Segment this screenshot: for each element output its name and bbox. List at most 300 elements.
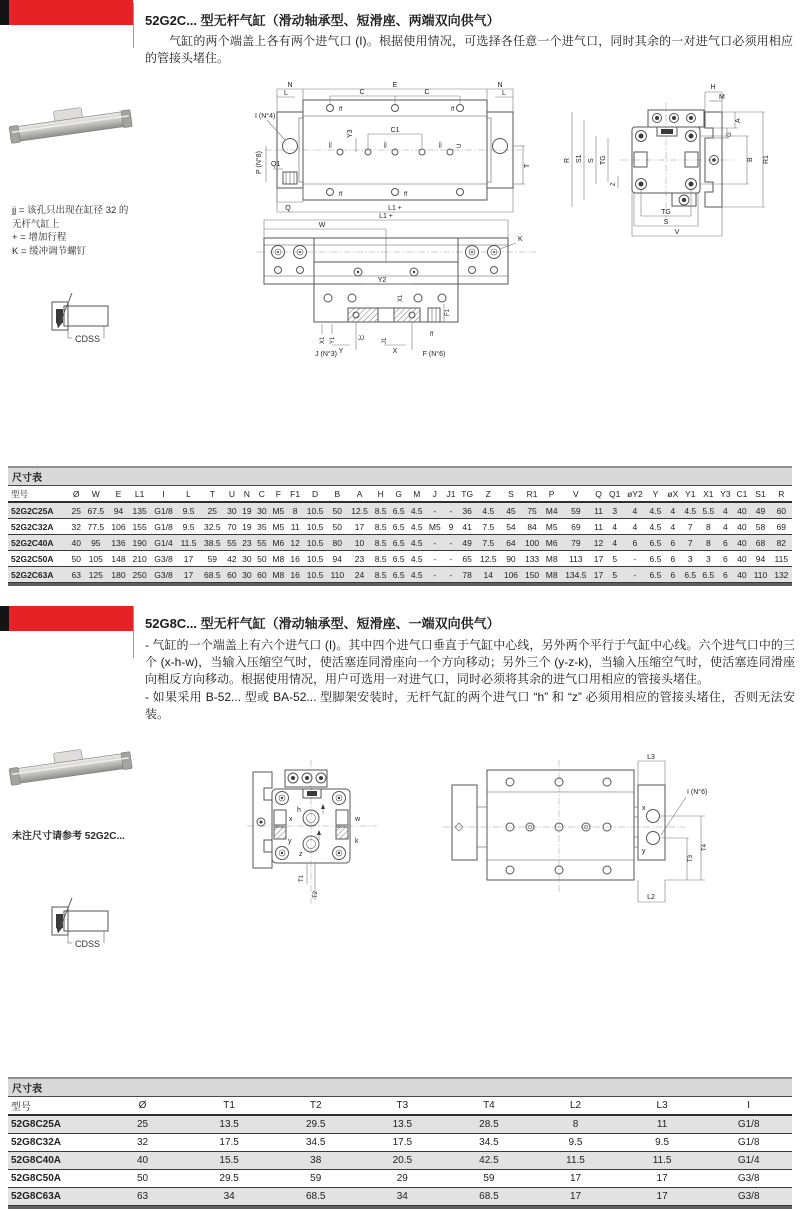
table-cell: 11.5 <box>619 1152 706 1170</box>
table-cell: 9.5 <box>177 502 200 519</box>
table-cell: 68.5 <box>446 1188 533 1206</box>
dim-label: I (N°4) <box>255 113 276 120</box>
table-cell: 9.5 <box>532 1134 619 1152</box>
table-cell: 60 <box>254 567 269 583</box>
table-cell: 69 <box>771 519 792 535</box>
dim-label: S1 <box>576 154 583 163</box>
table-cell: M8 <box>543 551 561 567</box>
legend-item: K = 缓冲调节螺钉 <box>12 245 87 257</box>
dim-label: T <box>524 163 531 168</box>
dim-label: Q <box>285 205 291 212</box>
table-cell: 19 <box>239 519 254 535</box>
legend-item: jj = 该孔只出现在缸径 32 的无杆气缸上 <box>12 205 129 230</box>
table-cell: 29 <box>359 1170 446 1188</box>
table-cell: 12 <box>287 535 303 551</box>
column-header: S1 <box>750 486 770 502</box>
table-cell: 5.5 <box>699 502 717 519</box>
table-cell: G1/4 <box>705 1152 792 1170</box>
dim-label: ff <box>339 192 343 198</box>
column-header: L3 <box>619 1097 706 1115</box>
dim-label: S <box>663 219 669 226</box>
dim-label: jj <box>439 142 442 148</box>
dim-label: Y <box>338 348 344 355</box>
table-cell: 9 <box>444 519 458 535</box>
table-cell: 35 <box>254 519 269 535</box>
column-header: I <box>150 486 177 502</box>
table-cell: - <box>623 551 646 567</box>
table-cell: 6 <box>717 567 733 583</box>
table-cell: 6.5 <box>390 519 408 535</box>
table-cell: 125 <box>84 567 108 583</box>
column-header: A <box>347 486 371 502</box>
model-cell: 52G8C40A <box>8 1152 99 1170</box>
table-cell: 6.5 <box>390 502 408 519</box>
column-header: T1 <box>186 1097 273 1115</box>
table-cell: 10.5 <box>303 519 327 535</box>
table-cell: 6.5 <box>681 567 699 583</box>
model-cell: 52G8C25A <box>8 1115 99 1134</box>
column-header: J1 <box>444 486 458 502</box>
dim-label: E <box>392 82 398 89</box>
section1-red-bar <box>0 0 133 25</box>
table-cell: 30 <box>239 551 254 567</box>
column-header: W <box>84 486 108 502</box>
table-cell: 82 <box>771 535 792 551</box>
table-cell: 59 <box>272 1170 359 1188</box>
column-header: R <box>771 486 792 502</box>
table-cell: 4.5 <box>408 535 426 551</box>
table-cell: 4 <box>664 502 681 519</box>
table-cell: 17 <box>347 519 371 535</box>
column-header: Y <box>646 486 664 502</box>
dim-label: Y1 <box>330 336 336 344</box>
table-cell: G3/8 <box>150 551 177 567</box>
table-cell: 150 <box>522 567 543 583</box>
dim-label: V <box>674 229 680 236</box>
table-cell: 4 <box>717 519 733 535</box>
table-cell: 54 <box>500 519 521 535</box>
table-cell: 4.5 <box>681 502 699 519</box>
table-cell: 55 <box>254 535 269 551</box>
cdss-label: CDSS <box>75 939 101 949</box>
table-cell: 4.5 <box>408 551 426 567</box>
table-cell: 50 <box>327 502 347 519</box>
column-header: Q <box>591 486 606 502</box>
table-cell: 7 <box>681 519 699 535</box>
header-row <box>8 486 792 502</box>
table-cell: 17.5 <box>186 1134 273 1152</box>
table-cell: 4.5 <box>408 567 426 583</box>
table-cell: G3/8 <box>150 567 177 583</box>
table-cell: - <box>444 567 458 583</box>
paragraph: - 气缸的一个端盖上有六个进气口 (I)。其中四个进气口垂直于气缸中心线，另外两个平行于气缸中心线。六个进气口中的三个 (x-h-w)，当输入压缩空气时，使活塞连同滑座向一个方向移动；另外三个 (y-z-k)，当输入压缩空气时，使活塞连同滑座向相反方向移动。根据使用情况，用户可选用一对进气口，同时必须将其余的进气口用相应的管接头堵住。 <box>145 638 795 686</box>
table-cell: 63 <box>99 1188 186 1206</box>
table-cell: 10.5 <box>303 551 327 567</box>
section2-title: 52G8C... 型无杆气缸（滑动轴承型、短滑座、一端双向供气） <box>145 616 500 631</box>
table-cell: 4.5 <box>476 502 500 519</box>
table-cell: 10 <box>347 535 371 551</box>
dim-label: y <box>288 838 292 845</box>
table-cell: 41 <box>458 519 476 535</box>
table-cell: 65 <box>458 551 476 567</box>
table-cell: G3/8 <box>705 1188 792 1206</box>
section1-intro: 气缸的两个端盖上各有两个进气口 (I)。根据使用情况，可选择各任意一个进气口，同时其余的一对进气口必须用相应的管接头堵住。 <box>145 34 793 65</box>
table-cell: 8.5 <box>372 502 390 519</box>
dim-label: T2 <box>313 890 319 898</box>
column-header: B <box>327 486 347 502</box>
table-cell: 6 <box>664 535 681 551</box>
table-cell: 5 <box>606 551 623 567</box>
table-cell: 16 <box>287 551 303 567</box>
table-cell: 36 <box>458 502 476 519</box>
plan-view-drawing-2 <box>435 752 725 942</box>
dim-label: JJ <box>358 336 364 342</box>
dim-label: ff <box>430 332 434 338</box>
column-header: øY2 <box>623 486 646 502</box>
table-cell: 28.5 <box>446 1115 533 1134</box>
table-cell: 84 <box>522 519 543 535</box>
table-cell: 60 <box>771 502 792 519</box>
side-view-drawing <box>252 212 540 358</box>
table-row <box>8 502 792 519</box>
table-cell: - <box>426 567 444 583</box>
table-cell: 12 <box>591 535 606 551</box>
table-row <box>8 1188 792 1206</box>
table-cell: 17 <box>177 551 200 567</box>
dim-label: L3 <box>647 754 655 761</box>
table-cell: 8 <box>287 502 303 519</box>
table-cell: M6 <box>269 535 287 551</box>
table-cell: 6.5 <box>646 551 664 567</box>
section2-reference-note: 未注尺寸请参考 52G2C... <box>12 831 125 842</box>
paragraph: - 如果采用 B-52... 型或 BA-52... 型脚架安装时，无杆气缸的两个进气口 “h” 和 “z” 必须用相应的管接头堵住，否则无法安装。 <box>145 690 795 721</box>
section2-divider-line <box>133 606 134 658</box>
dim-label: A <box>735 118 742 123</box>
table-cell: 30 <box>224 502 239 519</box>
table-cell: 115 <box>771 551 792 567</box>
table-cell: M6 <box>543 535 561 551</box>
dim-label: R1 <box>763 155 770 164</box>
dim-label: ff <box>339 107 343 113</box>
dim-label: C <box>424 89 430 96</box>
table-cell: 180 <box>108 567 129 583</box>
column-header: C <box>254 486 269 502</box>
table-cell: 11 <box>287 519 303 535</box>
table-cell: 23 <box>239 535 254 551</box>
dim-label: ff <box>451 107 455 113</box>
dim-label: F (N°6) <box>422 351 446 358</box>
dim-label: T4 <box>702 843 708 851</box>
table-cell: 40 <box>734 519 751 535</box>
table-cell: 8.5 <box>372 551 390 567</box>
table-cell: 58 <box>750 519 770 535</box>
table-cell: 136 <box>108 535 129 551</box>
end-view-drawing <box>562 80 800 242</box>
table-cell: 50 <box>99 1170 186 1188</box>
dim-label: U <box>457 143 463 148</box>
dim-label: I (N°6) <box>687 789 708 796</box>
end-view-drawing-2 <box>245 752 430 942</box>
table-row <box>8 551 792 567</box>
table-cell: 106 <box>500 567 521 583</box>
cdss-icon-2 <box>42 895 118 951</box>
table-cell: 11 <box>591 519 606 535</box>
dim-label: jj <box>329 142 332 148</box>
table-cell: 59 <box>200 551 224 567</box>
dim-label: W <box>318 222 326 229</box>
table-cell: 135 <box>129 502 150 519</box>
table-caption: 尺寸表 <box>8 1077 792 1097</box>
column-header-model: 型号 <box>8 486 69 502</box>
table-cell: 7.5 <box>476 535 500 551</box>
dim-label: N <box>497 82 503 89</box>
table-cell: - <box>426 551 444 567</box>
table-cell: 6 <box>664 567 681 583</box>
table-cell: 64 <box>500 535 521 551</box>
table-cell: 106 <box>108 519 129 535</box>
dim-label: L <box>502 90 506 97</box>
table-caption: 尺寸表 <box>8 466 792 486</box>
table-cell: 6.5 <box>390 551 408 567</box>
column-header: Q1 <box>606 486 623 502</box>
table-cell: 6.5 <box>390 535 408 551</box>
dim-label: L2 <box>647 894 655 901</box>
table-cell: M8 <box>269 551 287 567</box>
table-cell: 8 <box>532 1115 619 1134</box>
dim-label: TG <box>600 155 607 165</box>
table-cell: 4.5 <box>408 502 426 519</box>
table-cell: 50 <box>254 551 269 567</box>
table-cell: M5 <box>269 502 287 519</box>
model-cell: 52G2C40A <box>8 535 69 551</box>
table-cell: 6 <box>623 535 646 551</box>
table-cell: 29.5 <box>272 1115 359 1134</box>
table-cell: 8 <box>699 519 717 535</box>
table-cell: 29.5 <box>186 1170 273 1188</box>
table-cell: 34.5 <box>272 1134 359 1152</box>
table-cell: 32 <box>99 1134 186 1152</box>
table-cell: 32 <box>69 519 84 535</box>
table-row <box>8 535 792 551</box>
section1-legend <box>12 204 134 258</box>
column-header: TG <box>458 486 476 502</box>
table-cell: 40 <box>99 1152 186 1170</box>
table-cell: 4 <box>717 502 733 519</box>
table-cell: 90 <box>500 551 521 567</box>
column-header: C1 <box>734 486 751 502</box>
table-cell: 23 <box>347 551 371 567</box>
column-header: Z <box>476 486 500 502</box>
table-cell: 9.5 <box>619 1134 706 1152</box>
table-cell: 100 <box>522 535 543 551</box>
table-row <box>8 1115 792 1134</box>
column-header: M <box>408 486 426 502</box>
cdss-label: CDSS <box>75 334 101 344</box>
table-cell: 94 <box>327 551 347 567</box>
table-cell: 4.5 <box>408 519 426 535</box>
table-cell: 6.5 <box>390 567 408 583</box>
table-cell: 45 <box>500 502 521 519</box>
table-cell: 94 <box>108 502 129 519</box>
table-cell: 6 <box>664 551 681 567</box>
table-cell: 17 <box>177 567 200 583</box>
table-cell: 17 <box>619 1188 706 1206</box>
table-cell: M4 <box>543 502 561 519</box>
table-cell: 190 <box>129 535 150 551</box>
dim-label: X1 <box>398 294 404 302</box>
model-cell: 52G2C50A <box>8 551 69 567</box>
table-cell: 10.5 <box>303 502 327 519</box>
column-header: Ø <box>99 1097 186 1115</box>
table-cell: 8.5 <box>372 535 390 551</box>
dim-label: ff <box>404 192 408 198</box>
table-cell: 9.5 <box>177 519 200 535</box>
table-row <box>8 1152 792 1170</box>
table-cell: 25 <box>99 1115 186 1134</box>
table-cell: 12.5 <box>347 502 371 519</box>
table-cell: 113 <box>561 551 591 567</box>
table-cell: 8 <box>699 535 717 551</box>
table-cell: 80 <box>327 535 347 551</box>
table-cell: 210 <box>129 551 150 567</box>
table-cell: M5 <box>543 519 561 535</box>
table-cell: 68.5 <box>272 1188 359 1206</box>
table-cell: M8 <box>543 567 561 583</box>
table-cell: 17 <box>532 1188 619 1206</box>
table-cell: - <box>444 535 458 551</box>
table-cell: 6 <box>717 551 733 567</box>
table-cell: 155 <box>129 519 150 535</box>
plan-view-drawing <box>255 82 535 218</box>
dim-label: Z <box>611 182 617 186</box>
table-cell: 68.5 <box>200 567 224 583</box>
table-cell: 60 <box>224 567 239 583</box>
table-cell: 77.5 <box>84 519 108 535</box>
table-cell: 59 <box>446 1170 533 1188</box>
table-cell: 8.5 <box>372 567 390 583</box>
table-cell: 4.5 <box>646 502 664 519</box>
column-header: N <box>239 486 254 502</box>
dim-label: z <box>299 851 303 858</box>
section1-divider-line <box>133 3 134 48</box>
model-cell: 52G2C63A <box>8 567 69 583</box>
table-cell: G1/8 <box>150 519 177 535</box>
dim-label: P (N°8) <box>256 151 263 174</box>
section2-paragraphs <box>145 637 795 723</box>
table-cell: 79 <box>561 535 591 551</box>
red-bar-black-edge <box>0 606 9 631</box>
table-cell: 250 <box>129 567 150 583</box>
model-cell: 52G8C32A <box>8 1134 99 1152</box>
column-header: T2 <box>272 1097 359 1115</box>
table-cell: 6.5 <box>646 535 664 551</box>
table-cell: 75 <box>522 502 543 519</box>
table-cell: G3/8 <box>705 1170 792 1188</box>
table-cell: 50 <box>327 519 347 535</box>
column-header: T4 <box>446 1097 533 1115</box>
table-cell: 25 <box>200 502 224 519</box>
table-cell: 38.5 <box>200 535 224 551</box>
dim-label: R <box>564 157 571 163</box>
dim-label: L1 + <box>379 213 393 220</box>
column-header: U <box>224 486 239 502</box>
table-cell: 3 <box>606 502 623 519</box>
table-row <box>8 519 792 535</box>
column-header: I <box>705 1097 792 1115</box>
model-cell: 52G8C50A <box>8 1170 99 1188</box>
table-cell: 34.5 <box>446 1134 533 1152</box>
column-header: J <box>426 486 444 502</box>
table-cell: 69 <box>561 519 591 535</box>
column-header: Ø <box>69 486 84 502</box>
table-cell: 3 <box>699 551 717 567</box>
table-cell: 134.5 <box>561 567 591 583</box>
dim-label: L1 + <box>388 205 402 212</box>
column-header: F <box>269 486 287 502</box>
column-header: T3 <box>359 1097 446 1115</box>
table-cell: 50 <box>69 551 84 567</box>
table-cell: M8 <box>269 567 287 583</box>
table-cell: 14 <box>476 567 500 583</box>
table-cell: 42 <box>224 551 239 567</box>
table-cell: 17 <box>591 551 606 567</box>
table-cell: 4 <box>623 502 646 519</box>
table-cell: 42.5 <box>446 1152 533 1170</box>
table-cell: 3 <box>681 551 699 567</box>
table-cell: M5 <box>426 519 444 535</box>
table-cell: - <box>426 535 444 551</box>
dim-label: M <box>719 94 725 101</box>
table-cell: 17 <box>619 1170 706 1188</box>
table-cell: 11.5 <box>532 1152 619 1170</box>
table-row <box>8 1170 792 1188</box>
column-header: V <box>561 486 591 502</box>
table-cell: 11 <box>591 502 606 519</box>
dim-label: x <box>642 805 646 812</box>
table-cell: 25 <box>69 502 84 519</box>
table-cell: 17.5 <box>359 1134 446 1152</box>
table-cell: 16 <box>287 567 303 583</box>
column-header-model: 型号 <box>8 1097 99 1115</box>
table-cell: 110 <box>750 567 770 583</box>
model-cell: 52G2C25A <box>8 502 69 519</box>
table-cell: 11.5 <box>177 535 200 551</box>
table-cell: 70 <box>224 519 239 535</box>
table-cell: - <box>623 567 646 583</box>
dimension-table-2-wrap <box>8 1077 792 1209</box>
table-cell: 12.5 <box>476 551 500 567</box>
dimension-table-1 <box>8 486 792 583</box>
column-header: T <box>200 486 224 502</box>
column-header: P <box>543 486 561 502</box>
dim-label: h <box>297 807 301 814</box>
table-cell: 34 <box>186 1188 273 1206</box>
table-cell: 17 <box>591 567 606 583</box>
dim-label: K <box>518 236 523 243</box>
column-header: G <box>390 486 408 502</box>
table-cell: 11 <box>619 1115 706 1134</box>
table-cell: 67.5 <box>84 502 108 519</box>
table-cell: 34 <box>359 1188 446 1206</box>
dim-label: S <box>588 158 595 163</box>
table-cell: 40 <box>734 551 751 567</box>
table-cell: 24 <box>347 567 371 583</box>
column-header: L2 <box>532 1097 619 1115</box>
dim-label: T3 <box>688 854 694 862</box>
table-cell: 19 <box>239 502 254 519</box>
column-header: Y3 <box>717 486 733 502</box>
table-cell: 40 <box>734 567 751 583</box>
